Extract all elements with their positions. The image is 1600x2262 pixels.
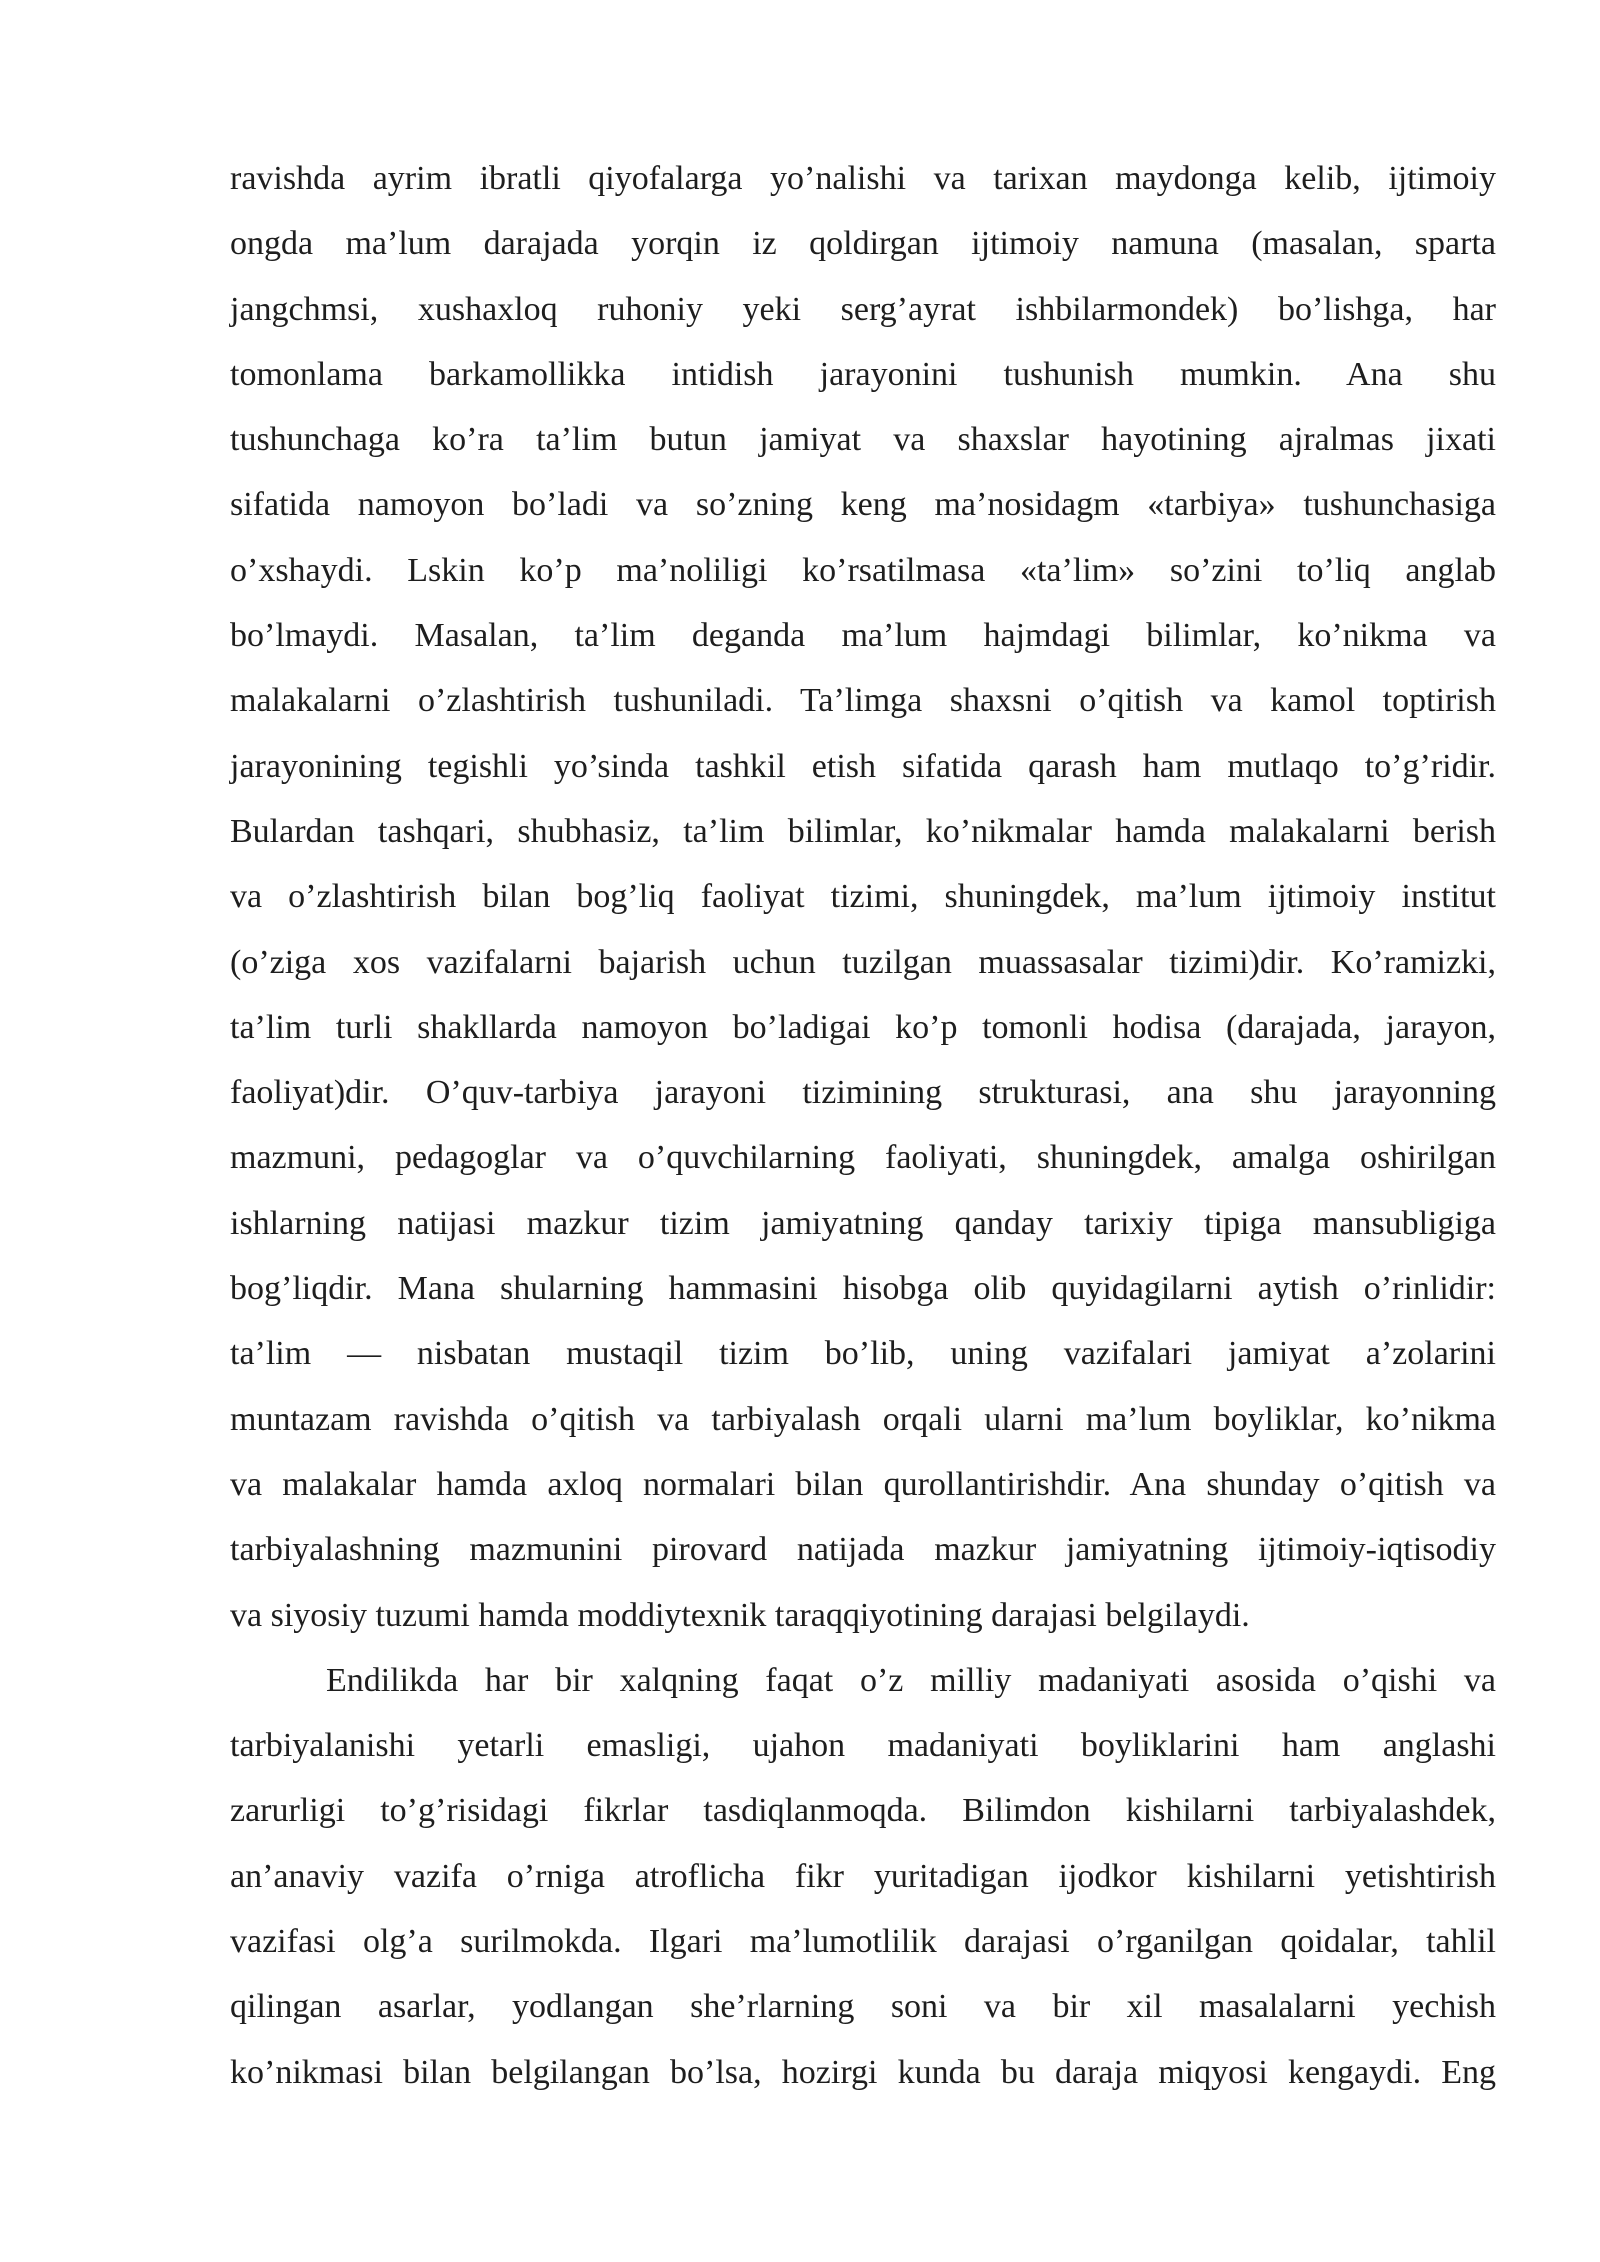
- text-line: qilingan asarlar, yodlangan she’rlarning soni va bir xil masalalarni yechish: [230, 1988, 1496, 2026]
- text-line: an’anaviy vazifa o’rniga atroflicha fikr yuritadigan ijodkor kishilarni yetishtirish: [230, 1857, 1496, 1895]
- text-line: ko’nikmasi bilan belgilangan bo’lsa, hozirgi kunda bu daraja miqyosi kengaydi. Eng: [230, 2053, 1496, 2091]
- text-line: ta’lim turli shakllarda namoyon bo’ladigai ko’p tomonli hodisa (darajada, jarayon,: [230, 1008, 1496, 1046]
- text-line: tushunchaga ko’ra ta’lim butun jamiyat va shaxslar hayotining ajralmas jixati: [230, 421, 1496, 459]
- text-line: ongda ma’lum darajada yorqin iz qoldirgan ijtimoiy namuna (masalan, sparta: [230, 225, 1496, 263]
- text-line: mazmuni, pedagoglar va o’quvchilarning faoliyati, shuningdek, amalga oshirilgan: [230, 1139, 1496, 1177]
- text-line: ta’lim — nisbatan mustaqil tizim bo’lib, uning vazifalari jamiyat a’zolarini: [230, 1335, 1496, 1373]
- text-line: o’xshaydi. Lskin ko’p ma’noliligi ko’rsatilmasa «ta’lim» so’zini to’liq anglab: [230, 551, 1496, 589]
- text-line: malakalarni o’zlashtirish tushuniladi. Ta’limga shaxsni o’qitish va kamol toptirish: [230, 682, 1496, 720]
- text-line: zarurligi to’g’risidagi fikrlar tasdiqlanmoqda. Bilimdon kishilarni tarbiyalashdek,: [230, 1792, 1496, 1830]
- paragraph-2: [230, 1648, 1496, 2105]
- text-line: (o’ziga xos vazifalarni bajarish uchun tuzilgan muassasalar tizimi)dir. Ko’ramizki,: [230, 943, 1496, 981]
- text-line: bog’liqdir. Mana shularning hammasini hisobga olib quyidagilarni aytish o’rinlidir:: [230, 1270, 1496, 1308]
- text-line: ravishda ayrim ibratli qiyofalarga yo’nalishi va tarixan maydonga kelib, ijtimoiy: [230, 160, 1496, 197]
- text-line: bo’lmaydi. Masalan, ta’lim deganda ma’lum hajmdagi bilimlar, ko’nikma va: [230, 617, 1496, 655]
- text-line: jarayonining tegishli yo’sinda tashkil etish sifatida qarash ham mutlaqo to’g’ridir.: [230, 747, 1496, 785]
- text-line: va o’zlashtirish bilan bog’liq faoliyat tizimi, shuningdek, ma’lum ijtimoiy institut: [230, 878, 1496, 916]
- text-line: sifatida namoyon bo’ladi va so’zning keng ma’nosidagm «tarbiya» tushunchasiga: [230, 486, 1496, 524]
- text-line: tomonlama barkamollikka intidish jarayonini tushunish mumkin. Ana shu: [230, 355, 1496, 393]
- text-line: jangchmsi, xushaxloq ruhoniy yeki serg’ayrat ishbilarmondek) bo’lishga, har: [230, 290, 1496, 328]
- text-line: faoliyat)dir. O’quv-tarbiya jarayoni tizimining strukturasi, ana shu jarayonning: [230, 1074, 1496, 1112]
- text-line: va malakalar hamda axloq normalari bilan qurollantirishdir. Ana shunday o’qitish va: [230, 1465, 1496, 1503]
- text-line: va siyosiy tuzumi hamda moddiytexnik taraqqiyotining darajasi belgilaydi.: [230, 1596, 1250, 1634]
- text-line: ishlarning natijasi mazkur tizim jamiyatning qanday tarixiy tipiga mansubligiga: [230, 1204, 1496, 1242]
- text-line: muntazam ravishda o’qitish va tarbiyalash orqali ularni ma’lum boyliklar, ko’nikma: [230, 1400, 1496, 1438]
- text-line: vazifasi olg’a surilmokda. Ilgari ma’lumotlilik darajasi o’rganilgan qoidalar, tahlil: [230, 1923, 1496, 1961]
- text-line: Bulardan tashqari, shubhasiz, ta’lim bilimlar, ko’nikmalar hamda malakalarni berish: [230, 812, 1496, 850]
- text-line: Endilikda har bir xalqning faqat o’z milliy madaniyati asosida o’qishi va: [326, 1661, 1496, 1699]
- text-line: tarbiyalanishi yetarli emasligi, ujahon madaniyati boyliklarini ham anglashi: [230, 1727, 1496, 1765]
- document-body: [230, 146, 1496, 2105]
- paragraph-1: [230, 146, 1496, 1648]
- text-line: tarbiyalashning mazmunini pirovard natijada mazkur jamiyatning ijtimoiy-iqtisodiy: [230, 1531, 1496, 1569]
